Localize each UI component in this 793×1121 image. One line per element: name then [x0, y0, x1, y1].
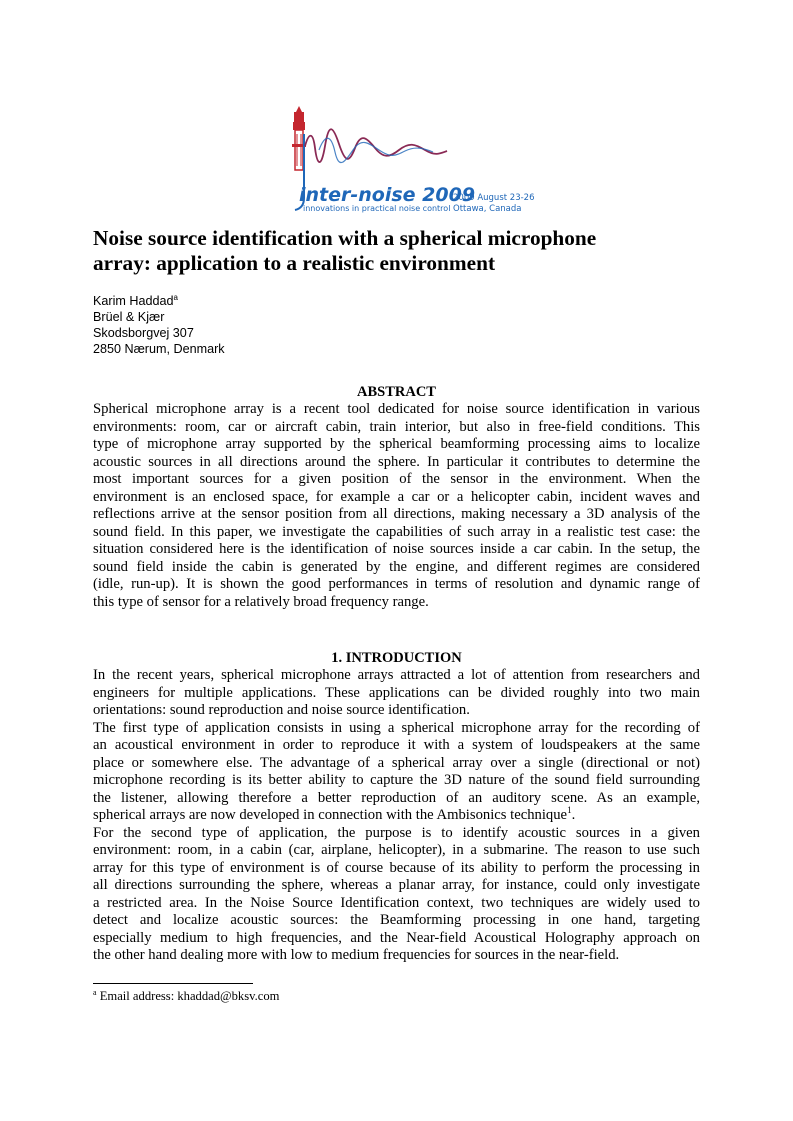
- text-line: array for this type of environment is of course because of its ability to perform the processing in: [93, 859, 700, 876]
- text-line: especially medium to high frequencies, and the Near-field Acoustical Holography approach on: [93, 929, 700, 946]
- text-line: environment is an enclosed space, for example a car or a helicopter cabin, incident waves and: [93, 488, 700, 505]
- text-line: place or somewhere else. The advantage of a spherical array over a single (directional or not): [93, 754, 700, 771]
- citation-ref: 1: [567, 805, 572, 816]
- conference-place: Ottawa, Canada: [453, 204, 522, 214]
- affiliation-mark: a: [173, 292, 178, 302]
- logo-tagline: innovations in practical noise control: [303, 204, 451, 213]
- introduction-text: [93, 667, 700, 965]
- text-line: sound field inside the cabin is generated by the engine, and different regimes are considered: [93, 558, 700, 575]
- author-city: 2850 Nærum, Denmark: [93, 342, 225, 356]
- text-line: engineers for multiple applications. These applications can be divided roughly into two main: [93, 684, 700, 701]
- conference-logo: [283, 104, 533, 216]
- title-line: Noise source identification with a spherical microphone: [93, 226, 597, 250]
- text-line: the listener, allowing therefore a better reproduction of an auditory scene. As an example,: [93, 789, 700, 806]
- text-line: an acoustical environment in order to reproduce it with a system of loudspeakers at the same: [93, 737, 700, 753]
- paper-title: [93, 226, 713, 276]
- footnote: [93, 988, 279, 1004]
- text-line: (idle, run-up). It is shown the good performances in terms of resolution and dynamic range of: [93, 576, 700, 592]
- author-name: Karim Haddad$^a$: [93, 292, 178, 308]
- abstract-heading: ABSTRACT: [357, 384, 436, 400]
- text-line: spherical arrays are now developed in connection with the Ambisonics technique$^1$.: [93, 805, 576, 823]
- text-line: acoustic sources in all directions around the sphere. In particular it contributes to determine the: [93, 453, 700, 470]
- introduction-heading: 1. INTRODUCTION: [331, 650, 462, 666]
- text-line: type of microphone array supported by the spherical beamforming processing aims to localize: [93, 436, 700, 452]
- text-line: this type of sensor for a relatively broad frequency range.: [93, 593, 429, 610]
- footnote-mark: a: [93, 988, 97, 997]
- text-line: detect and localize acoustic sources: the Beamforming processing in one hand, targeting: [93, 912, 700, 928]
- author-company: Brüel & Kjær: [93, 310, 165, 324]
- text-line: sound field. In this paper, we investigate the capabilities of such array in a realistic test case: the: [93, 523, 700, 540]
- text-line: environment: room, in a cabin (car, airplane, helicopter), in a submarine. The reason to use such: [93, 842, 700, 858]
- text-line: orientations: sound reproduction and noise source identification.: [93, 702, 470, 718]
- text-line: situation considered here is the identification of noise sources inside a car cabin. In the setup, the: [93, 541, 700, 557]
- text-line: the other hand dealing more with low to medium frequencies for sources in the near-field.: [93, 947, 620, 963]
- text-line: Spherical microphone array is a recent tool dedicated for noise source identification in various: [93, 401, 700, 417]
- text-line: all directions surrounding the sphere, whereas a planar array, for instance, could only investigate: [93, 877, 700, 893]
- text-line: The first type of application consists in using a spherical microphone array for the recording of: [93, 719, 700, 736]
- abstract-text: [93, 401, 700, 611]
- text-line: environments: room, car or aircraft cabin, train interior, but also in free-field conditions. This: [93, 418, 700, 435]
- text-line: a restricted area. In the Noise Source Identification context, two techniques are widely used to: [93, 894, 700, 911]
- text-line: reflections arrive at the sensor position from all directions, making necessary a 3D analysis of the: [93, 506, 700, 522]
- conference-date: 2009 August 23-26: [453, 193, 535, 203]
- author-street: Skodsborgvej 307: [93, 326, 194, 340]
- text-line: In the recent years, spherical microphone arrays attracted a lot of attention from researchers and: [93, 667, 700, 683]
- footnote-text: Email address: khaddad@bksv.com: [96, 989, 280, 1004]
- text-line: For the second type of application, the purpose is to identify acoustic sources in a given: [93, 824, 700, 841]
- footnote-divider: [93, 983, 253, 984]
- text-line: microphone recording is its better ability to capture the 3D nature of the sound field surrounding: [93, 772, 700, 788]
- author-block: [93, 293, 225, 357]
- title-line: array: application to a realistic environment: [93, 251, 496, 275]
- text-line: most important sources for a given position of the sensor in the environment. When the: [93, 471, 700, 487]
- logo-brand: inter-noise 2009: [299, 184, 476, 206]
